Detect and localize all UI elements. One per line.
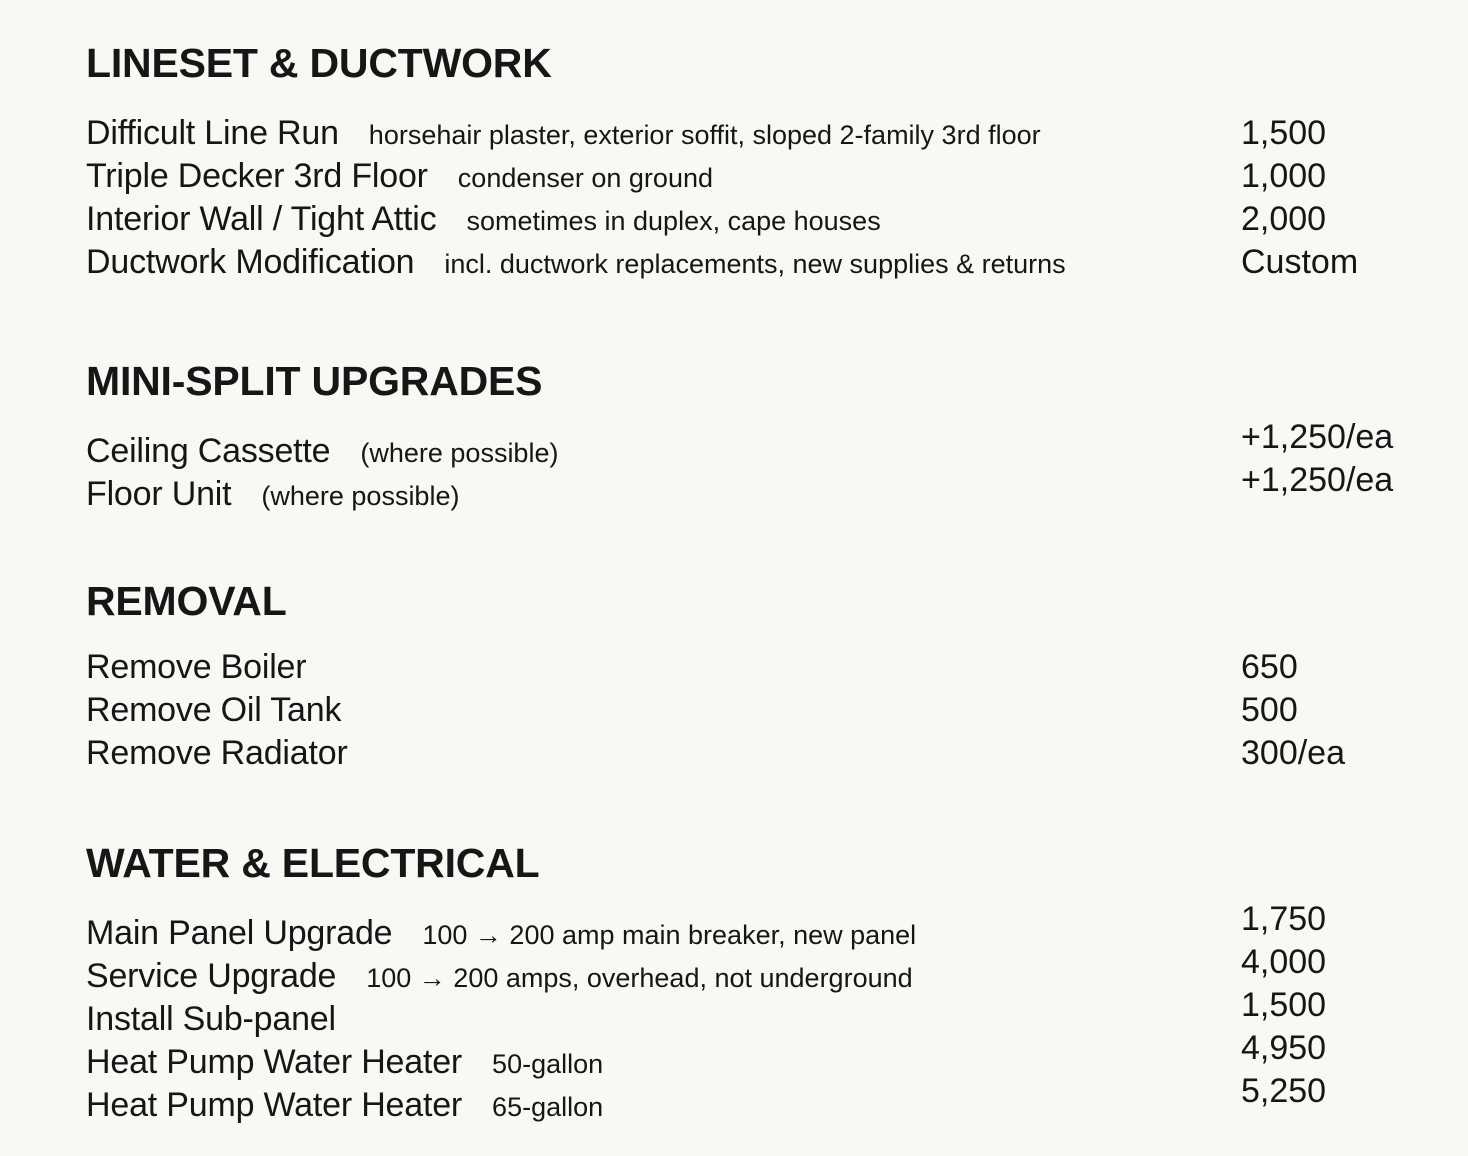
section-heading: LINESET & DUCTWORK — [86, 40, 552, 86]
item-note: 100 → 200 amp main breaker, new panel — [422, 920, 917, 950]
item-label: Remove Radiator — [86, 734, 348, 772]
item-price: 4,950 — [1241, 1029, 1327, 1067]
item-label: Remove Oil Tank — [86, 691, 342, 729]
item-price: 4,000 — [1241, 943, 1327, 981]
item-note: 100 → 200 amps, overhead, not underground — [366, 963, 913, 993]
item-label: Ductwork Modification — [86, 243, 415, 281]
list-item — [86, 957, 913, 1000]
list-item — [86, 200, 881, 243]
list-item — [86, 648, 306, 691]
item-note: (where possible) — [261, 481, 460, 511]
item-price: +1,250/ea — [1241, 461, 1394, 499]
item-note: 65-gallon — [492, 1092, 604, 1122]
item-label: Heat Pump Water Heater — [86, 1043, 463, 1081]
list-item — [86, 691, 341, 734]
item-price: 5,250 — [1241, 1072, 1327, 1110]
item-price: 1,500 — [1241, 114, 1327, 152]
section-heading: WATER & ELECTRICAL — [86, 840, 540, 886]
item-note: condenser on ground — [457, 163, 713, 193]
list-item — [86, 1000, 336, 1043]
item-note: (where possible) — [360, 438, 559, 468]
item-price: 1,750 — [1241, 900, 1327, 938]
list-item — [86, 157, 713, 200]
section-heading: MINI-SPLIT UPGRADES — [86, 358, 543, 404]
list-item — [86, 734, 348, 777]
item-price: 1,000 — [1241, 157, 1327, 195]
item-label: Triple Decker 3rd Floor — [86, 157, 428, 195]
item-label: Interior Wall / Tight Attic — [86, 200, 437, 238]
item-label: Remove Boiler — [86, 648, 307, 686]
item-label: Install Sub-panel — [86, 1000, 336, 1038]
item-note: horsehair plaster, exterior soffit, sloped 2-family 3rd floor — [368, 120, 1041, 150]
list-item — [86, 475, 459, 518]
item-price: 1,500 — [1241, 986, 1327, 1024]
item-label: Heat Pump Water Heater — [86, 1086, 463, 1124]
item-label: Difficult Line Run — [86, 114, 339, 152]
item-note: incl. ductwork replacements, new supplies & returns — [444, 249, 1066, 279]
item-price: Custom — [1241, 243, 1359, 281]
item-price: 650 — [1241, 648, 1298, 686]
item-label: Ceiling Cassette — [86, 432, 331, 470]
item-price: 300/ea — [1241, 734, 1345, 772]
list-item — [86, 114, 1041, 157]
list-item — [86, 914, 916, 957]
list-item — [86, 432, 558, 475]
section-heading: REMOVAL — [86, 578, 287, 624]
item-label: Main Panel Upgrade — [86, 914, 393, 952]
list-item — [86, 1086, 603, 1129]
item-price: 2,000 — [1241, 200, 1327, 238]
item-label: Floor Unit — [86, 475, 232, 513]
list-item — [86, 243, 1066, 286]
item-price: 500 — [1241, 691, 1298, 729]
item-label: Service Upgrade — [86, 957, 337, 995]
item-note: sometimes in duplex, cape houses — [466, 206, 881, 236]
item-note: 50-gallon — [492, 1049, 604, 1079]
item-price: +1,250/ea — [1241, 418, 1394, 456]
list-item — [86, 1043, 603, 1086]
